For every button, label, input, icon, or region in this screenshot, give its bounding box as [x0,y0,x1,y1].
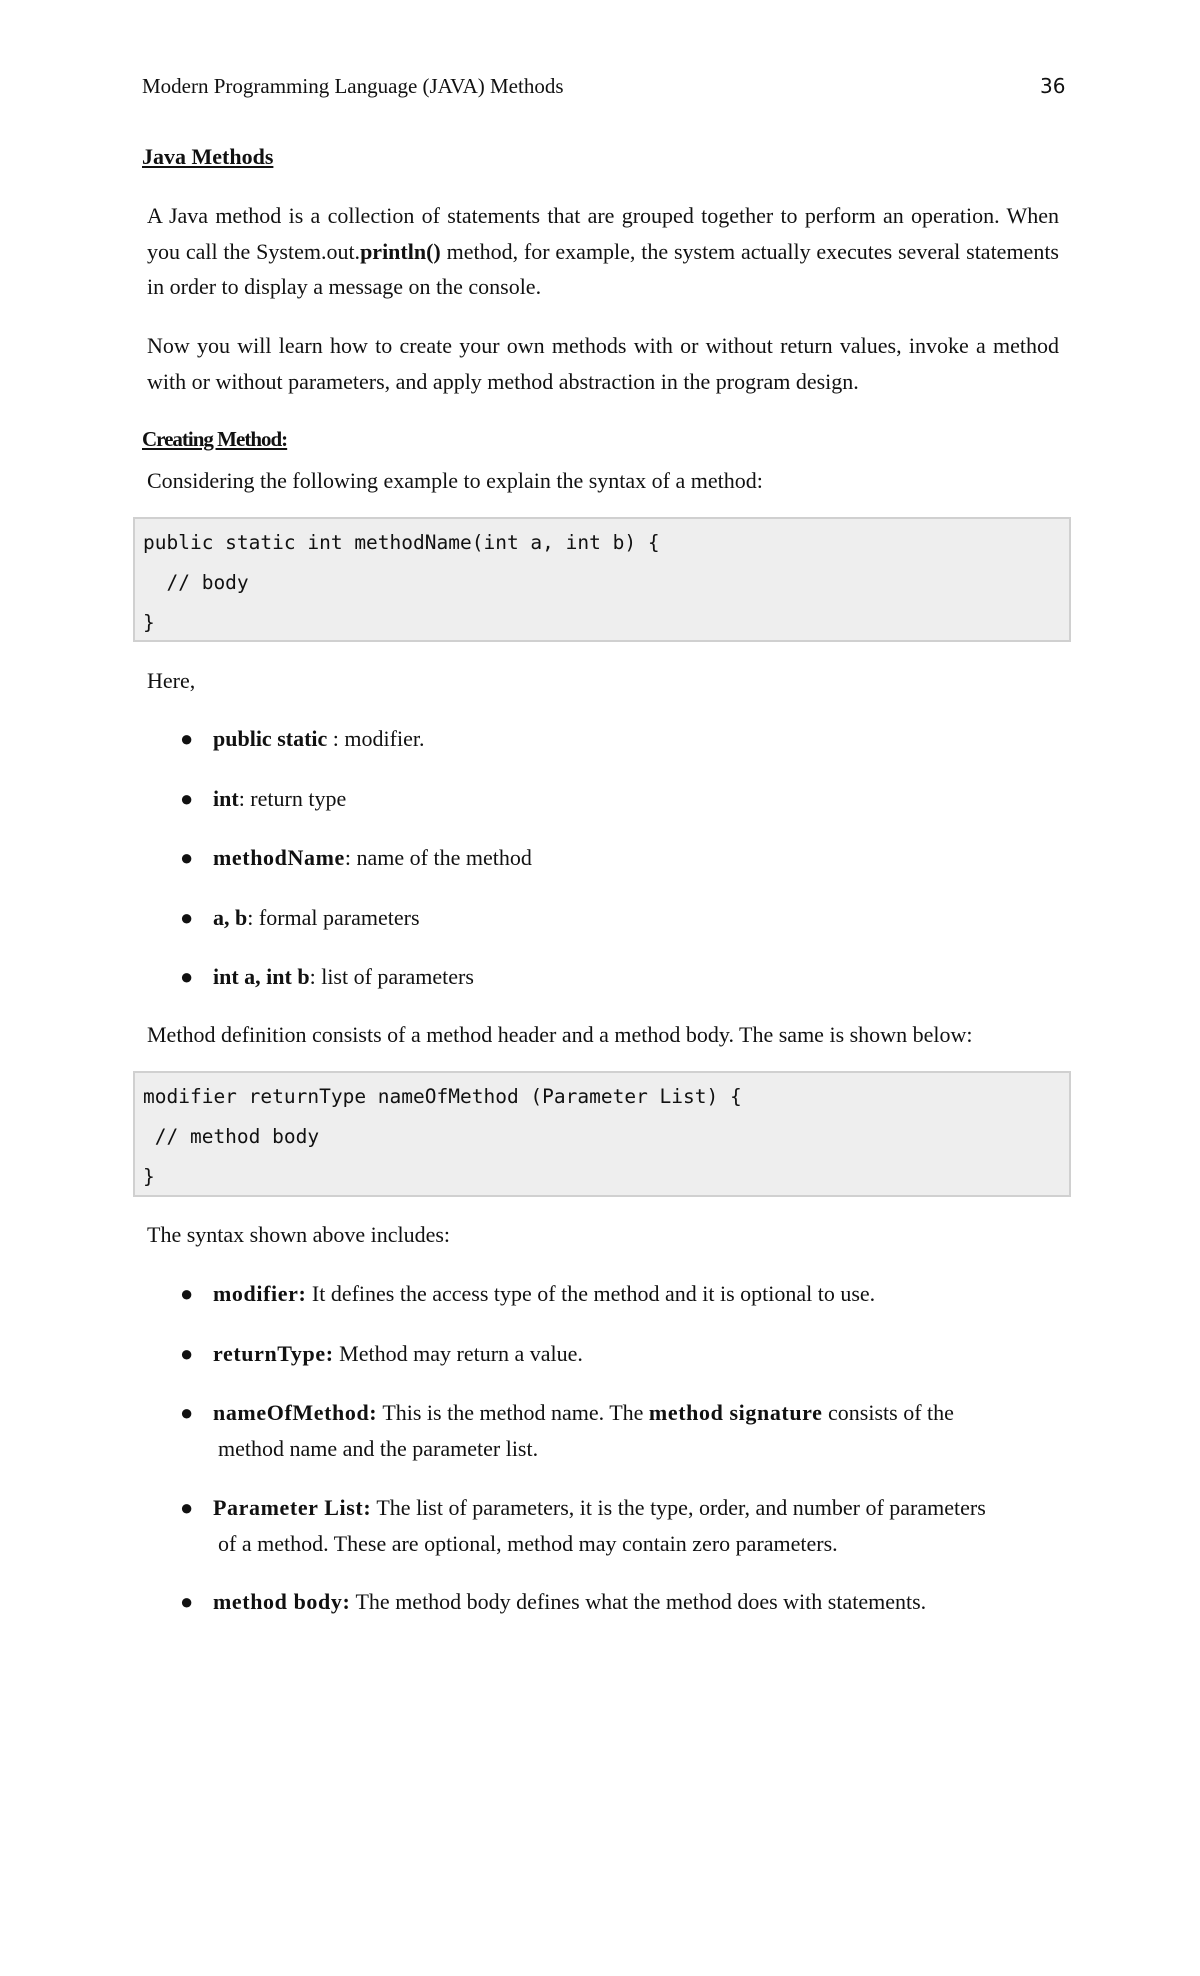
bullet-icon: ● [180,786,194,811]
bullet-icon: ● [180,905,194,930]
term: method body: [213,1589,351,1614]
code-block-method-example [133,517,1071,642]
code-line: modifier returnType nameOfMethod (Parameter List) { [143,1085,742,1108]
bullet-icon: ● [180,726,194,751]
term: modifier: [213,1281,307,1306]
description-continuation: method name and the parameter list. [218,1435,539,1461]
intro-paragraph-1 [147,198,1059,305]
bullet-icon: ● [180,1341,194,1366]
description: : list of parameters [309,964,474,989]
code-line: // method body [143,1125,320,1148]
term: Parameter List: [213,1495,372,1520]
here-label: Here, [147,668,196,693]
section-title: Java Methods [142,144,274,169]
intro-text: A Java method is a collection of statements that are grouped together to perform an operation. When you call the System.out. [147,203,1059,264]
page-number: 36 [1040,74,1066,98]
code-line: } [143,611,155,634]
intro-paragraph-2: Now you will learn how to create your own methods with or without return values, invoke a method with or without parameters, and apply method abstraction in the program design. [147,333,1059,394]
description: : modifier. [327,726,425,751]
code-line: } [143,1165,155,1188]
method-signature-term: method signature [648,1400,823,1425]
bullet-icon: ● [180,1281,194,1306]
description: consists of the [822,1400,954,1425]
println-code-term: println() [360,238,441,264]
description: The list of parameters, it is the type, order, and number of parameters [371,1495,986,1520]
description: This is the method name. The [377,1400,649,1425]
term: nameOfMethod: [213,1400,378,1425]
term: public static [213,726,328,751]
definition-lead: Method definition consists of a method header and a method body. The same is shown below: [147,1022,973,1047]
description: Method may return a value. [333,1341,583,1366]
bullet-icon: ● [180,1400,194,1425]
bullet-icon: ● [180,1589,194,1614]
creating-method-heading: Creating Method: [142,427,288,451]
term: methodName [213,845,345,870]
description: The method body defines what the method does with statements. [350,1589,927,1614]
description: : formal parameters [247,905,420,930]
term: int [213,786,239,811]
code-line: public static int methodName(int a, int b) { [143,531,660,554]
term: int a, int b [213,964,310,989]
syntax-lead: The syntax shown above includes: [147,1222,451,1247]
term: a, b [213,905,248,930]
bullet-icon: ● [180,1495,194,1520]
description: It defines the access type of the method and it is optional to use. [306,1281,876,1306]
description: : return type [238,786,347,811]
description: : name of the method [344,845,532,870]
term: returnType: [213,1341,334,1366]
description-continuation: of a method. These are optional, method may contain zero parameters. [218,1530,838,1556]
bullet-icon: ● [180,964,194,989]
bullet-icon: ● [180,845,194,870]
running-header-title: Modern Programming Language (JAVA) Methods [142,74,564,98]
intro-text-cont: method, for example, the system actually executes several statements in order to display a message on the console. [147,238,1059,299]
code-line: // body [143,571,249,594]
creating-method-lead: Considering the following example to explain the syntax of a method: [147,468,763,493]
code-block-method-syntax [133,1071,1071,1197]
